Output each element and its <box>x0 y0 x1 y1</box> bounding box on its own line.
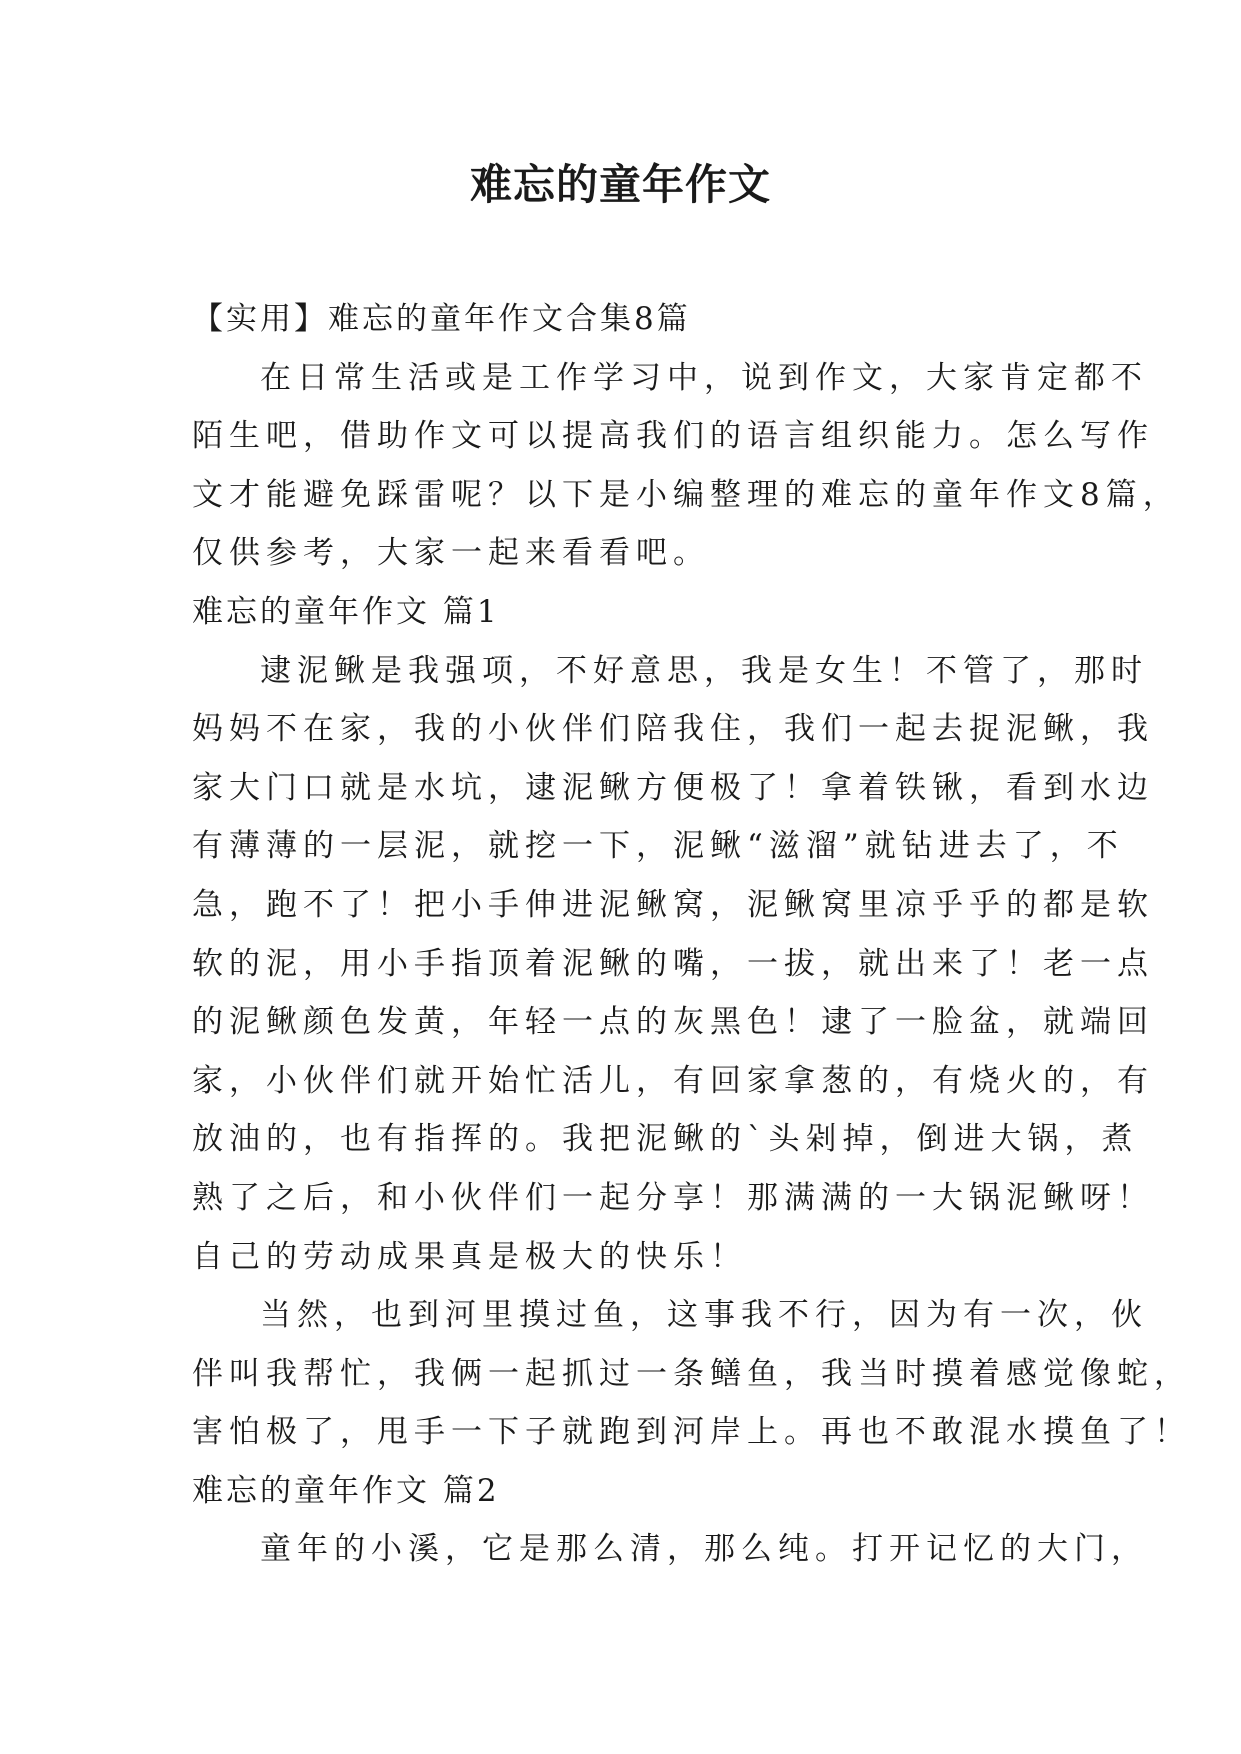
paragraph-line: 当然，也到河里摸过鱼，这事我不行，因为有一次，伙 <box>260 1297 1148 1334</box>
paragraph-line: 在日常生活或是工作学习中，说到作文，大家肯定都不 <box>260 359 1148 396</box>
paragraph-line: 软的泥，用小手指顶着泥鳅的嘴，一拔，就出来了！老一点 <box>192 945 1154 982</box>
paragraph-line: 文才能避免踩雷呢？以下是小编整理的难忘的童年作文8篇， <box>192 476 1180 513</box>
paragraph-line: 陌生吧，借助作文可以提高我们的语言组织能力。怎么写作 <box>192 418 1154 455</box>
paragraph-line: 急，跑不了！把小手伸进泥鳅窝，泥鳅窝里凉乎乎的都是软 <box>192 886 1154 923</box>
paragraph-line: 有薄薄的一层泥，就挖一下，泥鳅“滋溜”就钻进去了，不 <box>192 828 1124 865</box>
paragraph-line: 童年的小溪，它是那么清，那么纯。打开记忆的大门， <box>260 1531 1148 1568</box>
subtitle-line: 【实用】难忘的童年作文合集8篇 <box>192 301 691 337</box>
paragraph-line: 家，小伙伴们就开始忙活儿，有回家拿葱的，有烧火的，有 <box>192 1062 1154 1099</box>
paragraph-line: 仅供参考，大家一起来看看吧。 <box>192 535 710 572</box>
paragraph-line: 逮泥鳅是我强项，不好意思，我是女生！不管了，那时 <box>260 652 1148 689</box>
paragraph-line: 妈妈不在家，我的小伙伴们陪我住，我们一起去捉泥鳅，我 <box>192 711 1154 748</box>
paragraph-line: 家大门口就是水坑，逮泥鳅方便极了！拿着铁锹，看到水边 <box>192 769 1154 806</box>
section-heading: 难忘的童年作文 篇1 <box>192 593 500 630</box>
document-body <box>192 290 1191 1579</box>
paragraph-line: 的泥鳅颜色发黄，年轻一点的灰黑色！逮了一脸盆，就端回 <box>192 1004 1154 1041</box>
paragraph-line: 熟了之后，和小伙伴们一起分享！那满满的一大锅泥鳅呀！ <box>192 1179 1154 1216</box>
paragraph-line: 伴叫我帮忙，我俩一起抓过一条鳝鱼，我当时摸着感觉像蛇， <box>192 1355 1191 1392</box>
paragraph-line: 害怕极了，甩手一下子就跑到河岸上。再也不敢混水摸鱼了！ <box>192 1414 1191 1451</box>
document-title: 难忘的童年作文 <box>469 160 771 209</box>
section-heading: 难忘的童年作文 篇2 <box>192 1472 500 1509</box>
paragraph-line: 自己的劳动成果真是极大的快乐！ <box>192 1238 747 1275</box>
paragraph-line: 放油的，也有指挥的。我把泥鳅的`头剁掉，倒进大锅，煮 <box>192 1121 1139 1158</box>
